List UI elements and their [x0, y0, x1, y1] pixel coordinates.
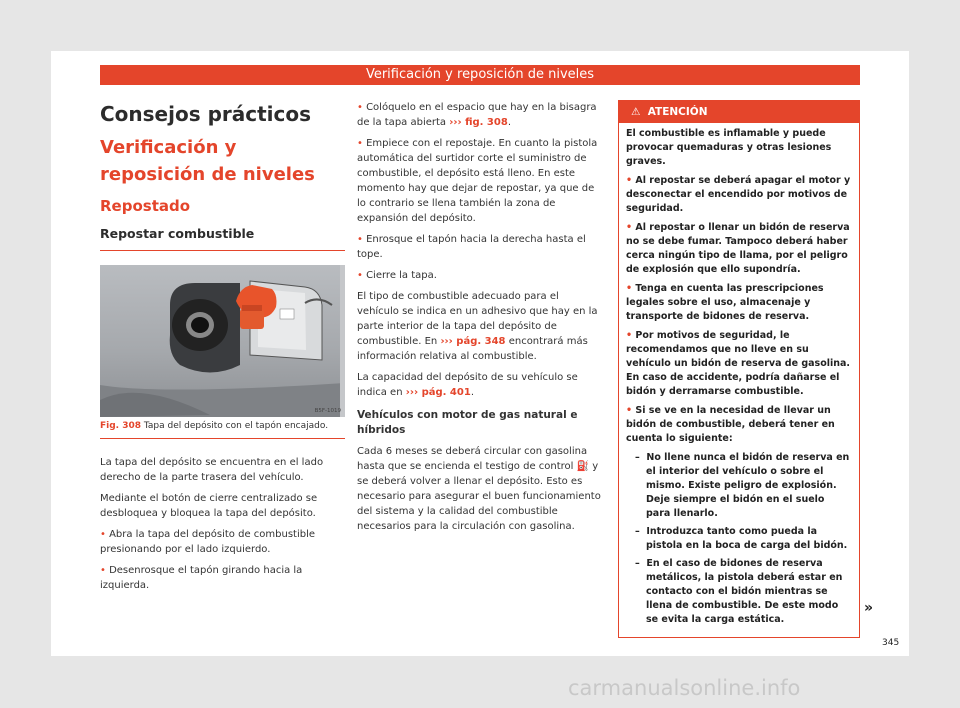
column-middle — [357, 100, 603, 534]
column-left — [100, 100, 345, 593]
paragraph-text: y se deberá volver a llenar el depósito. Esto es necesario para asegurar el buen funcionamiento del sistema y la calidad del combustible necesarios para la circulación con gasolina. — [357, 461, 601, 532]
bullet-item — [100, 527, 345, 557]
figure-caption — [100, 420, 345, 439]
figure-label: Fig. 308 — [100, 421, 142, 431]
warning-item: • Al repostar o llenar un bidón de reserva no se debe fumar. Tampoco deberá haber cerca ningún tipo de llama, por el peligro de explosión que ello supondría. — [626, 222, 850, 275]
bullet-icon: • — [357, 102, 367, 113]
warning-title: ATENCIÓN — [647, 106, 708, 118]
bullet-item — [357, 136, 603, 226]
paragraph-text: Cada 6 meses se deberá circular con gasolina hasta que se encienda el testigo de control — [357, 446, 588, 472]
paragraph — [357, 444, 603, 534]
warning-triangle-icon: ⚠ — [631, 106, 641, 118]
bullet-icon: • — [357, 138, 367, 149]
page-reference-link[interactable]: ››› pág. 401 — [405, 387, 471, 398]
page-reference-link[interactable]: ››› pág. 348 — [440, 336, 506, 347]
figure-reference-link[interactable]: ››› fig. 308 — [449, 117, 508, 128]
bullet-text: Enrosque el tapón hacia la derecha hasta el tope. — [357, 234, 586, 260]
subheading: Vehículos con motor de gas natural e híbridos — [357, 409, 578, 436]
watermark: carmanualsonline.info — [568, 676, 801, 700]
warning-body — [619, 123, 859, 637]
fuel-pump-icon: ⛽ — [576, 461, 590, 472]
paragraph — [357, 289, 603, 364]
warning-item: • Tenga en cuenta las prescripciones legales sobre el uso, almacenaje y transporte de bidones de reserva. — [626, 283, 824, 322]
warning-subitem: – En el caso de bidones de reserva metálicos, la pistola deberá estar en contacto con el bidón mientras se llena de combustible. De este modo se evita la carga estática. — [635, 558, 843, 625]
bullet-icon: • — [357, 270, 367, 281]
bullet-text: Cierre la tapa. — [366, 270, 437, 281]
bullet-item — [357, 268, 603, 283]
bullet-text: Desenrosque el tapón girando hacia la izquierda. — [100, 565, 303, 591]
warning-item: • Si se ve en la necesidad de llevar un bidón de combustible, deberá tener en cuenta lo siguiente: — [626, 405, 835, 444]
chapter-title: Consejos prácticos — [100, 102, 312, 126]
paragraph: La tapa del depósito se encuentra en el lado derecho de la parte trasera del vehículo. — [100, 457, 324, 483]
bullet-item — [357, 232, 603, 262]
paragraph: Mediante el botón de cierre centralizado se desbloquea y bloquea la tapa del depósito. — [100, 493, 318, 519]
paragraph-text: encontrará más información relativa al combustible. — [357, 336, 588, 362]
bullet-icon: • — [100, 565, 110, 576]
section-header: Verificación y reposición de niveles — [100, 65, 860, 85]
page-number: 345 — [882, 638, 900, 648]
warning-box — [618, 100, 860, 638]
fuel-door-illustration — [100, 265, 345, 417]
warning-item: • Por motivos de seguridad, le recomendamos que no lleve en su vehículo un bidón de reserva de gasolina. En caso de accidente, podría dañarse el bidón y derramarse combustible. — [626, 330, 851, 397]
bullet-item — [100, 563, 345, 593]
section-title: Verificación y reposición de niveles — [100, 137, 315, 185]
figure-caption-text: Tapa del depósito con el tapón encajado. — [143, 421, 329, 431]
fuel-cap-figure — [100, 265, 345, 417]
bullet-text: Empiece con el repostaje. En cuanto la pistola automática del surtidor corte el suministro de combustible, el depósito está lleno. En este momento hay que dejar de repostar, ya que de lo contrario se llena también la zona de expansión del depósito. — [357, 138, 598, 224]
warning-subitem: – Introduzca tanto como pueda la pistola en la boca de carga del bidón. — [635, 526, 848, 551]
bullet-icon: • — [357, 234, 367, 245]
continue-mark: » — [864, 600, 874, 616]
warning-subitem: – No llene nunca el bidón de reserva en el interior del vehículo o sobre el mismo. Existe peligro de explosión. Deje siempre el bidón en el suelo para llenarlo. — [635, 452, 850, 519]
warning-item: • Al repostar se deberá apagar el motor y desconectar el encendido por motivos de seguridad. — [626, 175, 851, 214]
bullet-text: Abra la tapa del depósito de combustible presionando por el lado izquierdo. — [100, 529, 316, 555]
bullet-icon: • — [100, 529, 110, 540]
paragraph-text: El tipo de combustible adecuado para el vehículo se indica en un adhesivo que hay en la parte interior de la tapa del depósito de combustible. En — [357, 291, 598, 347]
paragraph: La capacidad del depósito de su vehículo se indica en ››› pág. 401. — [357, 372, 578, 398]
warning-intro: El combustible es inflamable y puede provocar quemaduras y otras lesiones graves. — [626, 128, 832, 167]
subsection-title: Repostado — [100, 197, 191, 215]
bullet-text: Colóquelo en el espacio que hay en la bisagra de la tapa abierta — [357, 102, 597, 128]
paragraph-text: La capacidad del depósito de su vehículo se indica en — [357, 372, 578, 398]
bullet-item: • Colóquelo en el espacio que hay en la bisagra de la tapa abierta ››› fig. 308. — [357, 102, 597, 128]
figure-code: B5F-1019 — [314, 408, 341, 414]
warning-header — [619, 101, 859, 123]
topic-title: Repostar combustible — [100, 225, 345, 251]
